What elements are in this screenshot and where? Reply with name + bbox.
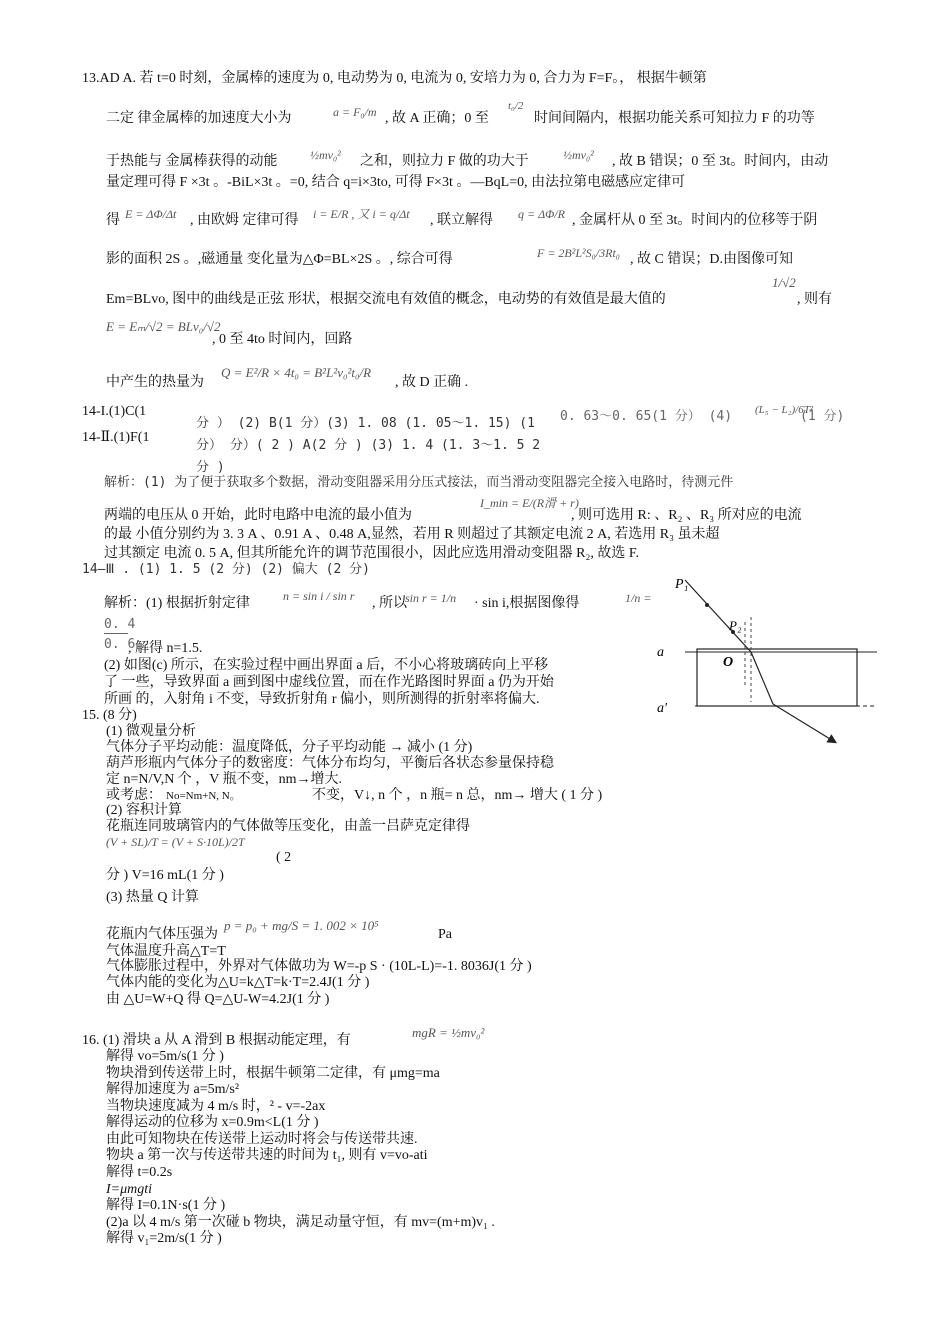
q14-line-8: 14—Ⅲ . (1) 1. 5 (2 分) (2) 偏大 (2 分) xyxy=(82,562,370,577)
q14-line-1a: 14-I.(1)C(1 xyxy=(82,404,147,419)
q14-line-2b: 分） 分）( 2 ) A(2 分 ) (3) 1. 4 (1. 3～1. 5 2 xyxy=(196,438,541,453)
q14-line-9b: , 所以 xyxy=(372,596,407,611)
formula-accel-measure: (L₅ − L₂)/6T² xyxy=(755,404,814,416)
q13-line-5d: , 金属杆从 0 至 3t。时间内的位移等于阴 xyxy=(572,213,818,228)
q15-line-9: ( 2 xyxy=(276,850,292,865)
formula-one-over-n: 1/n = xyxy=(625,591,652,605)
q16-line-2: 解得 vo=5m/s(1 分 ) xyxy=(106,1049,224,1064)
q14-line-7: 过其额定 电流 0. 5 A, 但其所能允许的调节范围很小，因此应选用滑动变阻器 R₂, 故选 F. xyxy=(104,546,639,561)
q16-line-7: 由此可知物块在传送带上运动时将会与传送带共速. xyxy=(106,1132,418,1147)
q16-line-1a: 16. (1) 滑块 a 从 A 滑到 B 根据动能定理，有 xyxy=(82,1033,351,1048)
q13-line-7a: Em=BLvo, 图中的曲线是正弦 形状，根据交流电有效值的概念，电动势的有效值是最大值的 xyxy=(106,292,666,307)
q15-line-5: 定 n=N/V,N 个 ，V 瓶不变，nm→增大. xyxy=(106,772,343,787)
q13-line-2c: 时间间隔内，根据功能关系可知拉力 F 的功等 xyxy=(534,111,815,126)
q14-line-1d: (1 分) xyxy=(800,409,845,424)
q13-line-9b: , 故 D 正确 . xyxy=(395,375,469,390)
q16-line-13: 解得 v₁=2m/s(1 分 ) xyxy=(106,1231,222,1246)
q14-line-12: (2) 如图(c) 所示，在实验过程中画出界面 a 后，不小心将玻璃砖向上平移 xyxy=(104,658,549,673)
incident-ray xyxy=(685,580,751,652)
q15-line-6a: 或考虑： xyxy=(106,788,162,803)
q15-line-13: 气体温度升高△T=T xyxy=(106,944,226,959)
q15-line-6b: No=Nm+N, N。 xyxy=(166,790,241,802)
q14-line-5b: , 则可选用 R: 、R₂ 、R₃ 所对应的电流 xyxy=(571,508,802,523)
q13-line-5b: , 由欧姆 定律可得 xyxy=(190,213,299,228)
q16-line-8: 物块 a 第一次与传送带共速的时间为 t₁, 则有 v=vo-ati xyxy=(106,1148,428,1163)
formula-heat: Q = E²/R × 4t₀ = B²L²v₀²t₀/R xyxy=(221,365,372,380)
q14-line-2a: 14-Ⅱ.(1)F(1 xyxy=(82,430,150,445)
formula-kinetic-energy: ½mv₀² xyxy=(310,148,341,162)
formula-effective-emf: E = Eₘ/√2 = BLv₀/√2 xyxy=(106,319,221,334)
formula-t0-half: t₀/2 xyxy=(508,100,524,112)
label-o: O xyxy=(723,655,734,670)
q15-line-4: 葫芦形瓶内气体分子的数密度：气体分布均匀，平衡后各状态参量保持稳 xyxy=(106,756,554,771)
refraction-diagram xyxy=(655,572,880,752)
q16-line-4: 解得加速度为 a=5m/s² xyxy=(106,1082,240,1097)
q14-line-3: 分 ) xyxy=(196,460,225,475)
q15-line-3: 气体分子平均动能：温度降低，分子平均动能 → 减小 (1 分) xyxy=(106,740,473,755)
formula-acceleration: a = F₀/m xyxy=(333,105,377,119)
q14-line-11b: , 解得 n=1.5. xyxy=(128,641,203,656)
q13-line-5a: 得 xyxy=(106,213,120,228)
q15-line-15: 气体内能的变化为△U=k△T=k·T=2.4J(1 分 ) xyxy=(106,975,370,990)
q16-line-3: 物块滑到传送带上时，根据牛顿第二定律，有 μmg=ma xyxy=(106,1066,440,1081)
q13-line-9a: 中产生的热量为 xyxy=(106,375,204,390)
formula-min-current: I_min = E/(R滑 + r) xyxy=(480,496,579,510)
formula-one-over-root2: 1/√2 xyxy=(772,275,796,290)
q13-line-1: 13.AD A. 若 t=0 时刻，金属棒的速度为 0, 电动势为 0, 电流为 0, 安培力为 0, 合力为 F=F。， 根据牛顿第 xyxy=(82,71,707,86)
q14-line-6: 的最 小值分别约为 3. 3 A 、0.91 A 、0.48 A,显然，若用 R 则超过了其额定电流 2 A, 若选用 R₃ 虽未超 xyxy=(104,527,720,542)
formula-refraction: n = sin i / sin r xyxy=(283,589,355,603)
q15-line-7: (2) 容积计算 xyxy=(106,803,182,818)
q13-line-2a: 二定 律金属棒的加速度大小为 xyxy=(106,111,292,126)
label-p2: P₂ xyxy=(729,618,742,633)
q15-line-12a: 花瓶内气体压强为 xyxy=(106,927,218,942)
formula-emf: E = ΔΦ/Δt xyxy=(125,207,177,221)
q13-line-3c: , 故 B 错误；0 至 3t。时间内，由动 xyxy=(612,154,829,169)
q15-line-10: 分 ) V=16 mL(1 分 ) xyxy=(106,868,224,883)
q15-line-6c: 不变，V↓, n 个 ，n 瓶= n 总，nm→ 增大 ( 1 分 ) xyxy=(312,788,603,803)
label-a-prime: a′ xyxy=(657,701,668,716)
q13-line-6a: 影的面积 2S 。,磁通量 变化量为△Φ=BL×2S 。, 综合可得 xyxy=(106,252,453,267)
q15-line-12b: Pa xyxy=(438,927,452,942)
q13-line-8: , 0 至 4to 时间内，回路 xyxy=(212,332,353,347)
q14-line-9c: · sin i,根据图像得 xyxy=(474,596,580,611)
q13-line-2b: , 故 A 正确；0 至 xyxy=(385,111,489,126)
fraction-bar xyxy=(104,633,128,634)
q13-line-7b: , 则有 xyxy=(797,292,832,307)
q15-line-8: 花瓶连同玻璃管内的气体做等压变化，由盖一吕萨克定律得 xyxy=(106,819,470,834)
q14-line-9a: 解析：(1) 根据折射定律 xyxy=(104,596,250,611)
q16-line-5: 当物块速度减为 4 m/s 时，² - v=-2ax xyxy=(106,1099,326,1114)
q15-line-1: 15. (8 分) xyxy=(82,708,137,723)
q16-line-9: 解得 t=0.2s xyxy=(106,1165,173,1180)
q15-line-14: 气体膨胀过程中，外界对气体做功为 W=-p S · (10L-L)=-1. 8036J(1 分 ) xyxy=(106,959,532,974)
q14-line-1b: 分 ） (2) B(1 分）(3) 1. 08 (1. 05～1. 15) (1 xyxy=(196,416,535,431)
q15-line-16: 由 △U=W+Q 得 Q=△U-W=4.2J(1 分 ) xyxy=(106,992,330,1007)
formula-current: i = E/R , 又 i = q/Δt xyxy=(313,207,410,221)
formula-force: F = 2B²L²S₀/3Rt₀ xyxy=(537,246,620,260)
q13-line-4: 量定理可得 F ×3t 。-BiL×3t 。=0, 结合 q=i×3to, 可得 F×3t 。—BqL=0, 由法拉第电磁感应定律可 xyxy=(106,175,686,190)
q14-line-14: 所画 的，入射角 i 不变，导致折射角 r 偏小，则所测得的折射率将偏大. xyxy=(104,692,540,707)
q13-line-5c: , 联立解得 xyxy=(430,213,493,228)
q14-line-10: 0. 4 xyxy=(104,617,136,632)
formula-sin-r: sin r = 1/n xyxy=(405,591,457,605)
q15-line-2: (1) 微观量分析 xyxy=(106,724,196,739)
q16-line-11: 解得 I=0.1N·s(1 分 ) xyxy=(106,1198,226,1213)
q16-line-6: 解得运动的位移为 x=0.9m<L(1 分 ) xyxy=(106,1115,319,1130)
glass-block xyxy=(697,649,857,706)
refracted-ray xyxy=(751,652,773,704)
emergent-ray xyxy=(773,704,835,742)
q14-line-11: 0. 6 xyxy=(104,637,136,652)
formula-gay-lussac: (V + SL)/T = (V + S·10L)/2T xyxy=(106,835,245,849)
q16-line-12: (2)a 以 4 m/s 第一次碰 b 物块，满足动量守恒，有 mv=(m+m)v₁ . xyxy=(106,1215,495,1230)
label-p1: P₁ xyxy=(675,577,689,592)
q14-line-4: 解析：(1) 为了便于获取多个数据，滑动变阻器采用分压式接法，而当滑动变阻器完全接入电路时，待测元件 xyxy=(104,475,734,490)
q13-line-3a: 于热能与 金属棒获得的动能 xyxy=(106,154,278,169)
pin-p1 xyxy=(705,603,709,607)
q14-line-5a: 两端的电压从 0 开始，此时电路中电流的最小值为 xyxy=(104,508,412,523)
q14-line-1c: 0. 63～0. 65(1 分） (4) xyxy=(560,409,733,424)
q16-line-10: I=μmgti xyxy=(106,1182,153,1197)
formula-pressure: p = p₀ + mg/S = 1. 002 × 10⁵ xyxy=(224,918,379,933)
label-a: a xyxy=(657,645,664,660)
q13-line-3b: 之和，则拉力 F 做的功大于 xyxy=(360,154,529,169)
q13-line-6b: , 故 C 错误；D.由图像可知 xyxy=(630,252,793,267)
q15-line-11: (3) 热量 Q 计算 xyxy=(106,890,199,905)
q14-line-13: 了 一些，导致界面 a 画到图中虚线位置，而在作光路图时界面 a 仍为开始 xyxy=(104,675,554,690)
formula-energy-theorem: mgR = ½mv₀² xyxy=(412,1025,485,1040)
formula-kinetic-energy-2: ½mv₀² xyxy=(563,148,594,162)
formula-charge: q = ΔΦ/R xyxy=(518,207,565,221)
